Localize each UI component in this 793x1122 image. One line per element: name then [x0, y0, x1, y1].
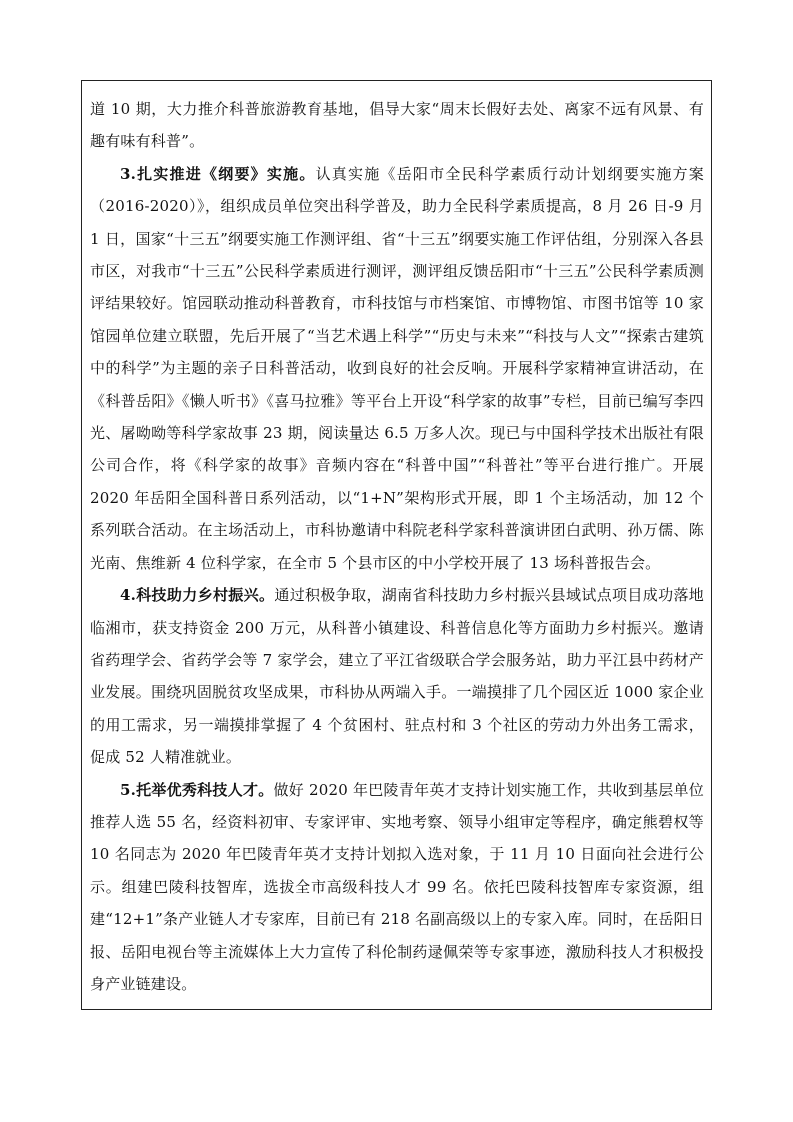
- paragraph-continuation: [90, 93, 704, 158]
- paragraph-heading: 4.科技助力乡村振兴。: [120, 586, 275, 605]
- paragraph-text: 做好 2020 年巴陵青年英才支持计划实施工作，共收到基层单位推荐人选 55 名，经资料初审、专家评审、实地考察、领导小组审定等程序，确定熊碧权等 10 名同志为 2020 年巴陵青年英才支持计划拟入选对象，于 11 月 10 日面向社会进行公示。组建巴陵科技智库，选拔全市高级科技人才 99 名。依托巴陵科技智库专家资源，组建“12+1”条产业链人才专家库，目前已有 218 名副高级以上的专家入库。同时，在岳阳日报、岳阳电视台等主流媒体上大力宣传了科伦制药逯佩荣等专家事迹，激励科技人才积极投身产业链建设。: [90, 780, 704, 993]
- paragraph-text: 通过积极争取，湖南省科技助力乡村振兴县域试点项目成功落地临湘市，获支持资金 200 万元，从科普小镇建设、科普信息化等方面助力乡村振兴。邀请省药理学会、省药学会等 7 家学会，建立了平江省级联合学会服务站，助力平江县中药材产业发展。围绕巩固脱贫攻坚成果，市科协从两端入手。一端摸排了几个园区近 1000 家企业的用工需求，另一端摸排掌握了 4 个贫困村、驻点村和 3 个社区的劳动力外出务工需求，促成 52 人精准就业。: [90, 586, 704, 767]
- paragraph-text: 道 10 期，大力推介科普旅游教育基地，倡导大家“周末长假好去处、离家不远有风景、有趣有味有科普”。: [90, 100, 704, 151]
- paragraph-text: 认真实施《岳阳市全民科学素质行动计划纲要实施方案（2016-2020）》，组织成员单位突出科学普及，助力全民科学素质提高，8 月 26 日-9 月 1 日，国家“十三五”纲要实施工作测评组、省“十三五”纲要实施工作评估组，分别深入各县市区，对我市“十三五”公民科学素质进行测评，测评组反馈岳阳市“十三五”公民科学素质测评结果较好。馆园联动推动科普教育，市科技馆与市档案馆、市博物馆、市图书馆等 10 家馆园单位建立联盟，先后开展了“当艺术遇上科学”“历史与未来”“科技与人文”“探索古建筑中的科学”为主题的亲子日科普活动，收到良好的社会反响。开展科学家精神宣讲活动，在《科普岳阳》《懒人听书》《喜马拉雅》等平台上开设“科学家的故事”专栏，目前已编写李四光、屠呦呦等科学家故事 23 期，阅读量达 6.5 万多人次。现已与中国科学技术出版社有限公司合作，将《科学家的故事》音频内容在“科普中国”“科普社”等平台进行推广。开展 2020 年岳阳全国科普日系列活动，以“1+N”架构形式开展，即 1 个主场活动，加 12 个系列联合活动。在主场活动上，市科协邀请中科院老科学家科普演讲团白武明、孙万儒、陈光南、焦维新 4 位科学家，在全市 5 个县市区的中小学校开展了 13 场科普报告会。: [90, 164, 704, 572]
- paragraph-talent-support: [90, 774, 704, 1001]
- paragraph-heading: 5.托举优秀科技人才。: [120, 780, 274, 799]
- paragraph-rural-revitalization: [90, 579, 704, 773]
- document-body: [90, 93, 704, 1000]
- paragraph-outline-implementation: [90, 158, 704, 579]
- paragraph-heading: 3.扎实推进《纲要》实施。: [120, 164, 316, 183]
